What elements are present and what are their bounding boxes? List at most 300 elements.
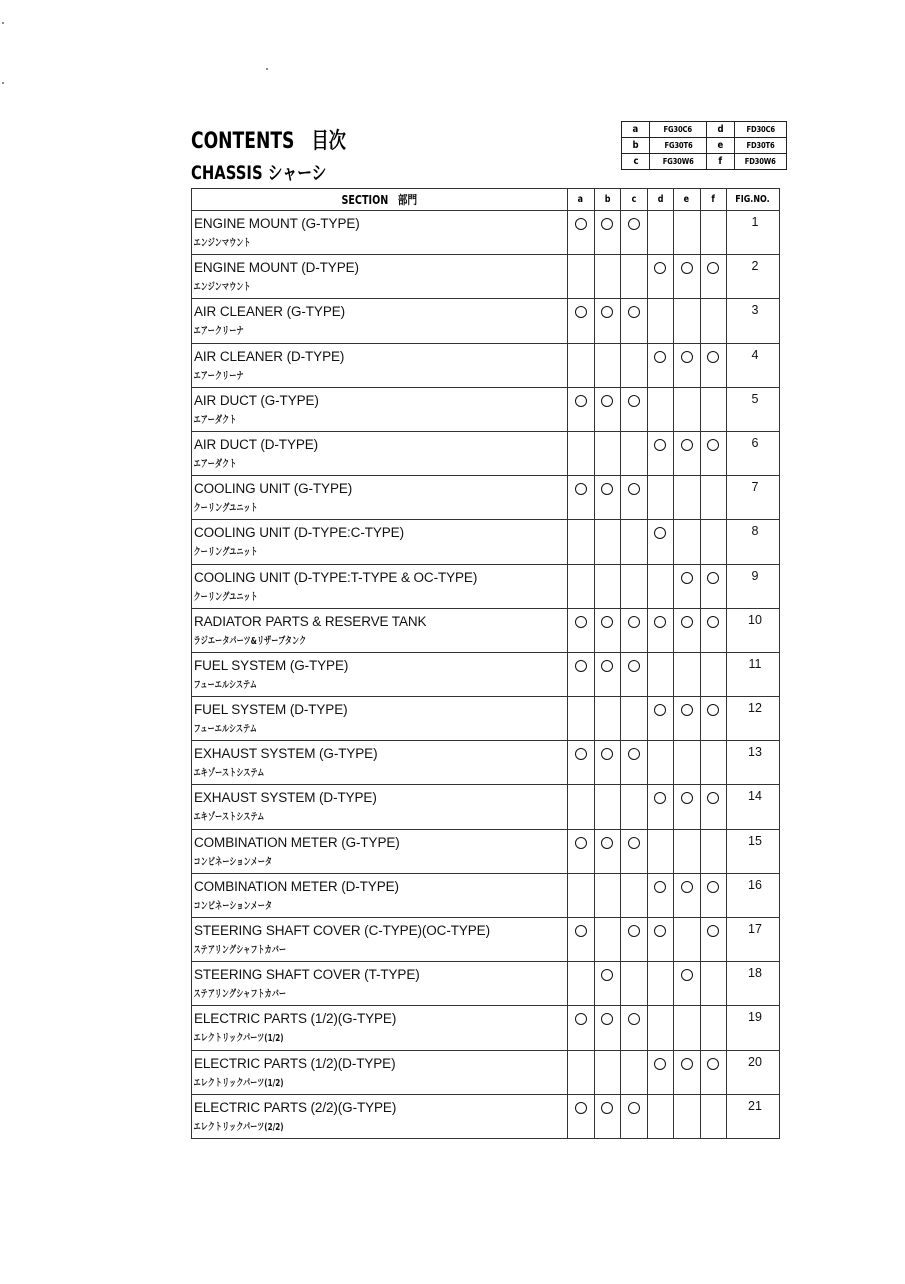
circle-mark-icon [628, 218, 640, 230]
model-b-cell [594, 431, 621, 475]
circle-mark-icon [601, 616, 613, 628]
model-e-cell [674, 785, 701, 829]
circle-mark-icon [601, 969, 613, 981]
model-f-cell [700, 211, 727, 255]
model-d-cell [647, 1006, 674, 1050]
section-cell [192, 476, 568, 520]
circle-mark-icon [681, 969, 693, 981]
section-name-en: EXHAUST SYSTEM (D-TYPE) [194, 790, 377, 806]
model-e-cell [674, 520, 701, 564]
circle-mark-icon [601, 748, 613, 760]
model-d-cell [647, 299, 674, 343]
model-c-cell [621, 962, 648, 1006]
section-cell [192, 299, 568, 343]
circle-mark-icon [601, 218, 613, 230]
fig-no-cell [727, 211, 780, 255]
model-a-cell [568, 652, 595, 696]
fig-number: 5 [751, 391, 759, 406]
section-cell [192, 962, 568, 1006]
section-name-en: ENGINE MOUNT (D-TYPE) [194, 260, 359, 276]
table-row [192, 829, 780, 873]
fig-number: 4 [751, 347, 759, 362]
fig-number: 19 [748, 1010, 762, 1025]
model-c-cell [621, 829, 648, 873]
section-name-jp: エレクトリックパーツ(1/2) [193, 1077, 284, 1089]
model-a-cell [568, 785, 595, 829]
model-e-cell [674, 387, 701, 431]
circle-mark-icon [707, 1058, 719, 1070]
circle-mark-icon [707, 881, 719, 893]
section-name-en: ELECTRIC PARTS (1/2)(G-TYPE) [194, 1011, 397, 1027]
model-c-cell [621, 652, 648, 696]
circle-mark-icon [707, 704, 719, 716]
section-cell [192, 343, 568, 387]
model-f-cell [700, 1006, 727, 1050]
model-c-cell [621, 211, 648, 255]
model-c-cell [621, 1050, 648, 1094]
model-a-cell [568, 431, 595, 475]
section-name-en: AIR CLEANER (D-TYPE) [194, 348, 345, 364]
model-b-cell [594, 697, 621, 741]
circle-mark-icon [681, 572, 693, 584]
legend-key: f [707, 154, 735, 170]
section-name-jp: エンジンマウント [193, 282, 251, 294]
section-name-jp: クーリングユニット [193, 591, 258, 603]
circle-mark-icon [575, 748, 587, 760]
model-a-cell [568, 1094, 595, 1138]
section-name-jp: エンジンマウント [193, 238, 251, 249]
circle-mark-icon [681, 439, 693, 451]
fig-number: 12 [748, 701, 762, 716]
legend-row [622, 138, 787, 154]
section-cell [192, 829, 568, 873]
column-header-f: f [700, 189, 727, 211]
model-f-cell [700, 520, 727, 564]
fig-number: 8 [751, 524, 759, 539]
section-cell [192, 918, 568, 962]
fig-number: 6 [751, 435, 759, 450]
fig-number: 16 [748, 877, 762, 892]
column-header-c: c [621, 189, 648, 211]
section-name-en: FUEL SYSTEM (D-TYPE) [194, 702, 348, 718]
circle-mark-icon [681, 616, 693, 628]
model-e-cell [674, 652, 701, 696]
legend-key: c [622, 154, 650, 170]
column-header-e: e [674, 189, 701, 211]
section-name-jp: エアーダクト [193, 414, 237, 426]
fig-no-cell [727, 785, 780, 829]
section-cell [192, 652, 568, 696]
model-b-cell [594, 1006, 621, 1050]
model-d-cell [647, 255, 674, 299]
model-a-cell [568, 829, 595, 873]
model-f-cell [700, 476, 727, 520]
model-c-cell [621, 431, 648, 475]
model-a-cell [568, 211, 595, 255]
page-title: CONTENTS 目次 [191, 129, 346, 154]
circle-mark-icon [601, 306, 613, 318]
model-b-cell [594, 1094, 621, 1138]
model-d-cell [647, 785, 674, 829]
model-e-cell [674, 962, 701, 1006]
model-f-cell [700, 697, 727, 741]
section-cell [192, 520, 568, 564]
section-name-en: COMBINATION METER (G-TYPE) [194, 834, 400, 850]
circle-mark-icon [628, 925, 640, 937]
circle-mark-icon [654, 925, 666, 937]
model-c-cell [621, 343, 648, 387]
legend-key: e [707, 138, 735, 154]
model-b-cell [594, 299, 621, 343]
circle-mark-icon [628, 616, 640, 628]
model-a-cell [568, 741, 595, 785]
legend-row [622, 154, 787, 170]
model-c-cell [621, 255, 648, 299]
column-header-b: b [594, 189, 621, 211]
circle-mark-icon [707, 925, 719, 937]
model-e-cell [674, 299, 701, 343]
circle-mark-icon [681, 262, 693, 274]
model-a-cell [568, 299, 595, 343]
model-d-cell [647, 741, 674, 785]
model-c-cell [621, 476, 648, 520]
table-row [192, 873, 780, 917]
section-name-en: AIR DUCT (D-TYPE) [194, 436, 319, 452]
section-name-jp: エキゾーストシステム [193, 812, 265, 824]
model-f-cell [700, 741, 727, 785]
column-header-fig-no: FIG.NO. [727, 189, 780, 211]
legend-model: FG30T6 [650, 138, 707, 154]
fig-number: 13 [748, 745, 762, 760]
legend-model: FG30W6 [650, 154, 707, 170]
section-name-jp: エアークリーナ [193, 326, 244, 338]
circle-mark-icon [654, 351, 666, 363]
circle-mark-icon [601, 483, 613, 495]
circle-mark-icon [601, 660, 613, 672]
section-name-en: EXHAUST SYSTEM (G-TYPE) [194, 746, 378, 762]
circle-mark-icon [654, 792, 666, 804]
model-c-cell [621, 1006, 648, 1050]
section-name-jp: クーリングユニット [193, 503, 258, 515]
column-header-a: a [568, 189, 595, 211]
model-e-cell [674, 697, 701, 741]
section-cell [192, 387, 568, 431]
model-d-cell [647, 564, 674, 608]
model-f-cell [700, 873, 727, 917]
model-d-cell [647, 343, 674, 387]
legend-model: FG30C6 [650, 122, 707, 138]
scan-speck [2, 22, 4, 24]
fig-number: 14 [748, 789, 762, 804]
section-name-en: COOLING UNIT (G-TYPE) [194, 481, 353, 497]
section-subtitle: CHASSIS シャーシ [191, 162, 327, 184]
section-name-jp: エレクトリックパーツ(1/2) [193, 1033, 284, 1045]
model-f-cell [700, 255, 727, 299]
circle-mark-icon [707, 351, 719, 363]
model-c-cell [621, 741, 648, 785]
section-name-en: STEERING SHAFT COVER (C-TYPE)(OC-TYPE) [194, 923, 490, 938]
circle-mark-icon [707, 616, 719, 628]
model-e-cell [674, 476, 701, 520]
model-c-cell [621, 608, 648, 652]
column-header-section: SECTION 部門 [192, 189, 568, 211]
fig-no-cell [727, 387, 780, 431]
fig-no-cell [727, 962, 780, 1006]
circle-mark-icon [654, 527, 666, 539]
fig-no-cell [727, 1006, 780, 1050]
model-c-cell [621, 697, 648, 741]
table-row [192, 343, 780, 387]
model-a-cell [568, 255, 595, 299]
model-b-cell [594, 873, 621, 917]
circle-mark-icon [575, 306, 587, 318]
fig-number: 3 [751, 303, 759, 318]
model-b-cell [594, 741, 621, 785]
circle-mark-icon [654, 704, 666, 716]
fig-no-cell [727, 873, 780, 917]
section-name-jp: エアーダクト [193, 458, 237, 470]
section-name-en: RADIATOR PARTS & RESERVE TANK [194, 613, 427, 629]
model-f-cell [700, 343, 727, 387]
model-f-cell [700, 387, 727, 431]
model-f-cell [700, 918, 727, 962]
scan-speck [2, 82, 4, 84]
model-f-cell [700, 962, 727, 1006]
model-e-cell [674, 918, 701, 962]
circle-mark-icon [628, 837, 640, 849]
table-row [192, 785, 780, 829]
table-row [192, 255, 780, 299]
table-row [192, 431, 780, 475]
model-d-cell [647, 918, 674, 962]
model-c-cell [621, 387, 648, 431]
circle-mark-icon [575, 837, 587, 849]
circle-mark-icon [707, 439, 719, 451]
legend-key: a [622, 122, 650, 138]
circle-mark-icon [601, 837, 613, 849]
model-e-cell [674, 873, 701, 917]
model-c-cell [621, 564, 648, 608]
fig-no-cell [727, 520, 780, 564]
model-f-cell [700, 1050, 727, 1094]
circle-mark-icon [628, 1102, 640, 1114]
model-f-cell [700, 652, 727, 696]
section-cell [192, 564, 568, 608]
section-name-jp: ラジエータパーツ&リザーブタンク [193, 635, 307, 647]
section-cell [192, 1050, 568, 1094]
fig-number: 9 [751, 568, 759, 583]
scan-speck [266, 68, 268, 70]
table-row [192, 608, 780, 652]
circle-mark-icon [575, 660, 587, 672]
circle-mark-icon [628, 483, 640, 495]
legend-model: FD30W6 [735, 154, 787, 170]
section-name-en: FUEL SYSTEM (G-TYPE) [194, 657, 349, 673]
model-f-cell [700, 299, 727, 343]
circle-mark-icon [601, 1102, 613, 1114]
model-e-cell [674, 255, 701, 299]
model-a-cell [568, 387, 595, 431]
circle-mark-icon [601, 395, 613, 407]
table-row [192, 387, 780, 431]
section-cell [192, 1006, 568, 1050]
circle-mark-icon [575, 925, 587, 937]
model-e-cell [674, 343, 701, 387]
circle-mark-icon [575, 218, 587, 230]
model-e-cell [674, 829, 701, 873]
fig-no-cell [727, 299, 780, 343]
circle-mark-icon [707, 262, 719, 274]
fig-no-cell [727, 255, 780, 299]
fig-number: 10 [748, 612, 762, 627]
table-row [192, 564, 780, 608]
model-a-cell [568, 520, 595, 564]
model-d-cell [647, 476, 674, 520]
section-cell [192, 873, 568, 917]
model-f-cell [700, 1094, 727, 1138]
model-d-cell [647, 873, 674, 917]
model-b-cell [594, 564, 621, 608]
model-a-cell [568, 1050, 595, 1094]
model-c-cell [621, 520, 648, 564]
table-row [192, 1006, 780, 1050]
model-a-cell [568, 564, 595, 608]
model-a-cell [568, 697, 595, 741]
fig-number: 2 [751, 259, 759, 274]
model-b-cell [594, 343, 621, 387]
model-b-cell [594, 387, 621, 431]
table-row [192, 299, 780, 343]
fig-number: 21 [748, 1098, 762, 1113]
model-d-cell [647, 962, 674, 1006]
table-row [192, 1094, 780, 1138]
fig-number: 20 [748, 1054, 762, 1069]
model-b-cell [594, 608, 621, 652]
section-name-en: AIR CLEANER (G-TYPE) [194, 304, 346, 320]
section-cell [192, 785, 568, 829]
section-name-en: COOLING UNIT (D-TYPE:T-TYPE & OC-TYPE) [194, 569, 478, 585]
circle-mark-icon [707, 792, 719, 804]
model-a-cell [568, 873, 595, 917]
model-a-cell [568, 476, 595, 520]
model-e-cell [674, 608, 701, 652]
model-c-cell [621, 1094, 648, 1138]
circle-mark-icon [681, 881, 693, 893]
section-name-en: ELECTRIC PARTS (2/2)(G-TYPE) [194, 1099, 397, 1115]
model-d-cell [647, 431, 674, 475]
circle-mark-icon [628, 660, 640, 672]
circle-mark-icon [575, 395, 587, 407]
legend-model: FD30C6 [735, 122, 787, 138]
section-cell [192, 608, 568, 652]
section-name-en: ENGINE MOUNT (G-TYPE) [194, 216, 360, 231]
fig-no-cell [727, 918, 780, 962]
table-row [192, 741, 780, 785]
model-f-cell [700, 564, 727, 608]
model-d-cell [647, 1050, 674, 1094]
model-c-cell [621, 299, 648, 343]
model-d-cell [647, 1094, 674, 1138]
legend-key: b [622, 138, 650, 154]
fig-no-cell [727, 1050, 780, 1094]
legend-row [622, 122, 787, 138]
fig-number: 17 [748, 922, 762, 936]
fig-no-cell [727, 652, 780, 696]
legend-model: FD30T6 [735, 138, 787, 154]
model-d-cell [647, 211, 674, 255]
fig-no-cell [727, 608, 780, 652]
model-e-cell [674, 431, 701, 475]
model-b-cell [594, 520, 621, 564]
section-name-en: COMBINATION METER (D-TYPE) [194, 878, 399, 894]
circle-mark-icon [575, 483, 587, 495]
model-f-cell [700, 785, 727, 829]
fig-no-cell [727, 431, 780, 475]
circle-mark-icon [681, 351, 693, 363]
section-cell [192, 211, 568, 255]
model-d-cell [647, 520, 674, 564]
fig-number: 18 [748, 966, 762, 981]
model-b-cell [594, 255, 621, 299]
section-name-jp: ステアリングシャフトカバー [193, 945, 287, 956]
circle-mark-icon [628, 306, 640, 318]
circle-mark-icon [654, 616, 666, 628]
model-e-cell [674, 1006, 701, 1050]
table-row [192, 962, 780, 1006]
model-a-cell [568, 1006, 595, 1050]
circle-mark-icon [575, 616, 587, 628]
section-cell [192, 741, 568, 785]
section-name-en: STEERING SHAFT COVER (T-TYPE) [194, 967, 420, 983]
fig-number: 7 [751, 480, 759, 495]
circle-mark-icon [654, 1058, 666, 1070]
fig-no-cell [727, 741, 780, 785]
table-header-row [192, 189, 780, 211]
circle-mark-icon [707, 572, 719, 584]
model-b-cell [594, 962, 621, 1006]
model-d-cell [647, 829, 674, 873]
model-a-cell [568, 962, 595, 1006]
model-b-cell [594, 918, 621, 962]
table-row [192, 697, 780, 741]
section-name-jp: エアークリーナ [193, 370, 244, 382]
model-b-cell [594, 1050, 621, 1094]
fig-no-cell [727, 1094, 780, 1138]
table-row [192, 520, 780, 564]
circle-mark-icon [681, 792, 693, 804]
model-e-cell [674, 741, 701, 785]
table-row [192, 918, 780, 962]
fig-no-cell [727, 343, 780, 387]
section-name-jp: エレクトリックパーツ(2/2) [193, 1121, 284, 1133]
model-c-cell [621, 918, 648, 962]
model-f-cell [700, 431, 727, 475]
section-name-jp: ステアリングシャフトカバー [193, 989, 287, 1001]
model-b-cell [594, 829, 621, 873]
model-c-cell [621, 785, 648, 829]
circle-mark-icon [628, 1013, 640, 1025]
legend-key: d [707, 122, 735, 138]
circle-mark-icon [575, 1013, 587, 1025]
circle-mark-icon [601, 1013, 613, 1025]
section-cell [192, 255, 568, 299]
model-e-cell [674, 1050, 701, 1094]
model-f-cell [700, 608, 727, 652]
fig-no-cell [727, 476, 780, 520]
circle-mark-icon [654, 881, 666, 893]
circle-mark-icon [654, 262, 666, 274]
table-row [192, 652, 780, 696]
